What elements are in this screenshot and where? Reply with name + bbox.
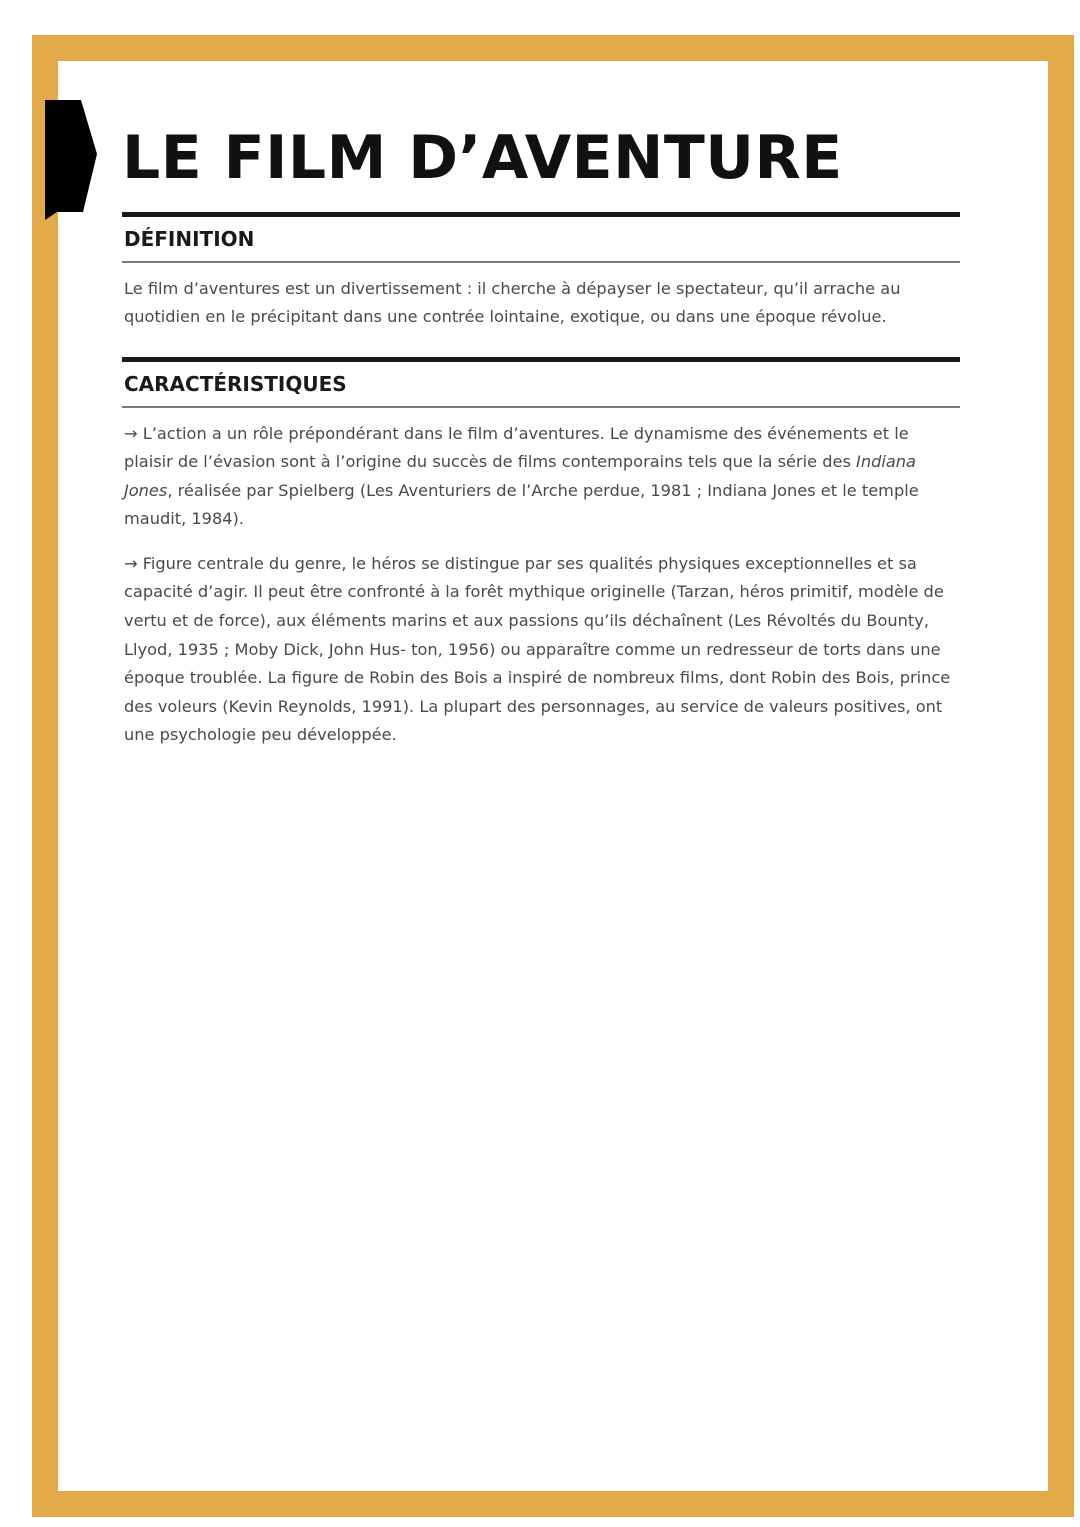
page-title: LE FILM D’AVENTURE <box>122 123 843 193</box>
characteristics-section <box>122 357 960 750</box>
definition-paragraph: Le film d’aventures est un divertissement : il cherche à dépayser le spectateur, qu’il arrache au quotidien en le précipitant dans une contrée lointaine, exotique, ou dans une époque révolue. <box>124 278 901 327</box>
section-divider-thin <box>122 406 960 408</box>
film-series-title: Indiana Jones <box>124 452 916 500</box>
section-divider-thin <box>122 261 960 263</box>
definition-section <box>122 212 960 332</box>
characteristics-paragraph-hero: → Figure centrale du genre, le héros se distingue par ses qualités physiques exceptionnelles et sa capacité d’agir. Il peut être confronté à la forêt mythique originelle (Tarzan, héros primitif, modèle de vertu et de force), aux éléments marins et aux passions qu’ils déchaînent (Les Révoltés du Bounty, Llyod, 1935 ; Moby Dick, John Hus- ton, 1956) ou apparaître comme un redresseur de torts dans une époque troublée. La figure de Robin des Bois a inspiré de nombreux films, dont Robin des Bois, prince des voleurs (Kevin Reynolds, 1991). La plupart des personnages, au service de valeurs positives, ont une psychologie peu développée. <box>124 553 951 745</box>
paragraph-text: , réalisée par Spielberg (Les Aventuriers de l’Arche perdue, 1981 ; Indiana Jones et le temple maudit, 1984). <box>124 480 919 529</box>
paragraph-text: → L’action a un rôle prépondérant dans le film d’aventures. Le dynamisme des événements et le plaisir de l’évasion sont à l’origine du succès de films contemporains tels que la série des <box>124 423 909 472</box>
section-heading-characteristics: CARACTÉRISTIQUES <box>124 372 347 396</box>
chevron-marker-icon <box>45 100 97 220</box>
characteristics-paragraph-action <box>122 420 960 534</box>
section-heading-definition: DÉFINITION <box>124 227 255 251</box>
